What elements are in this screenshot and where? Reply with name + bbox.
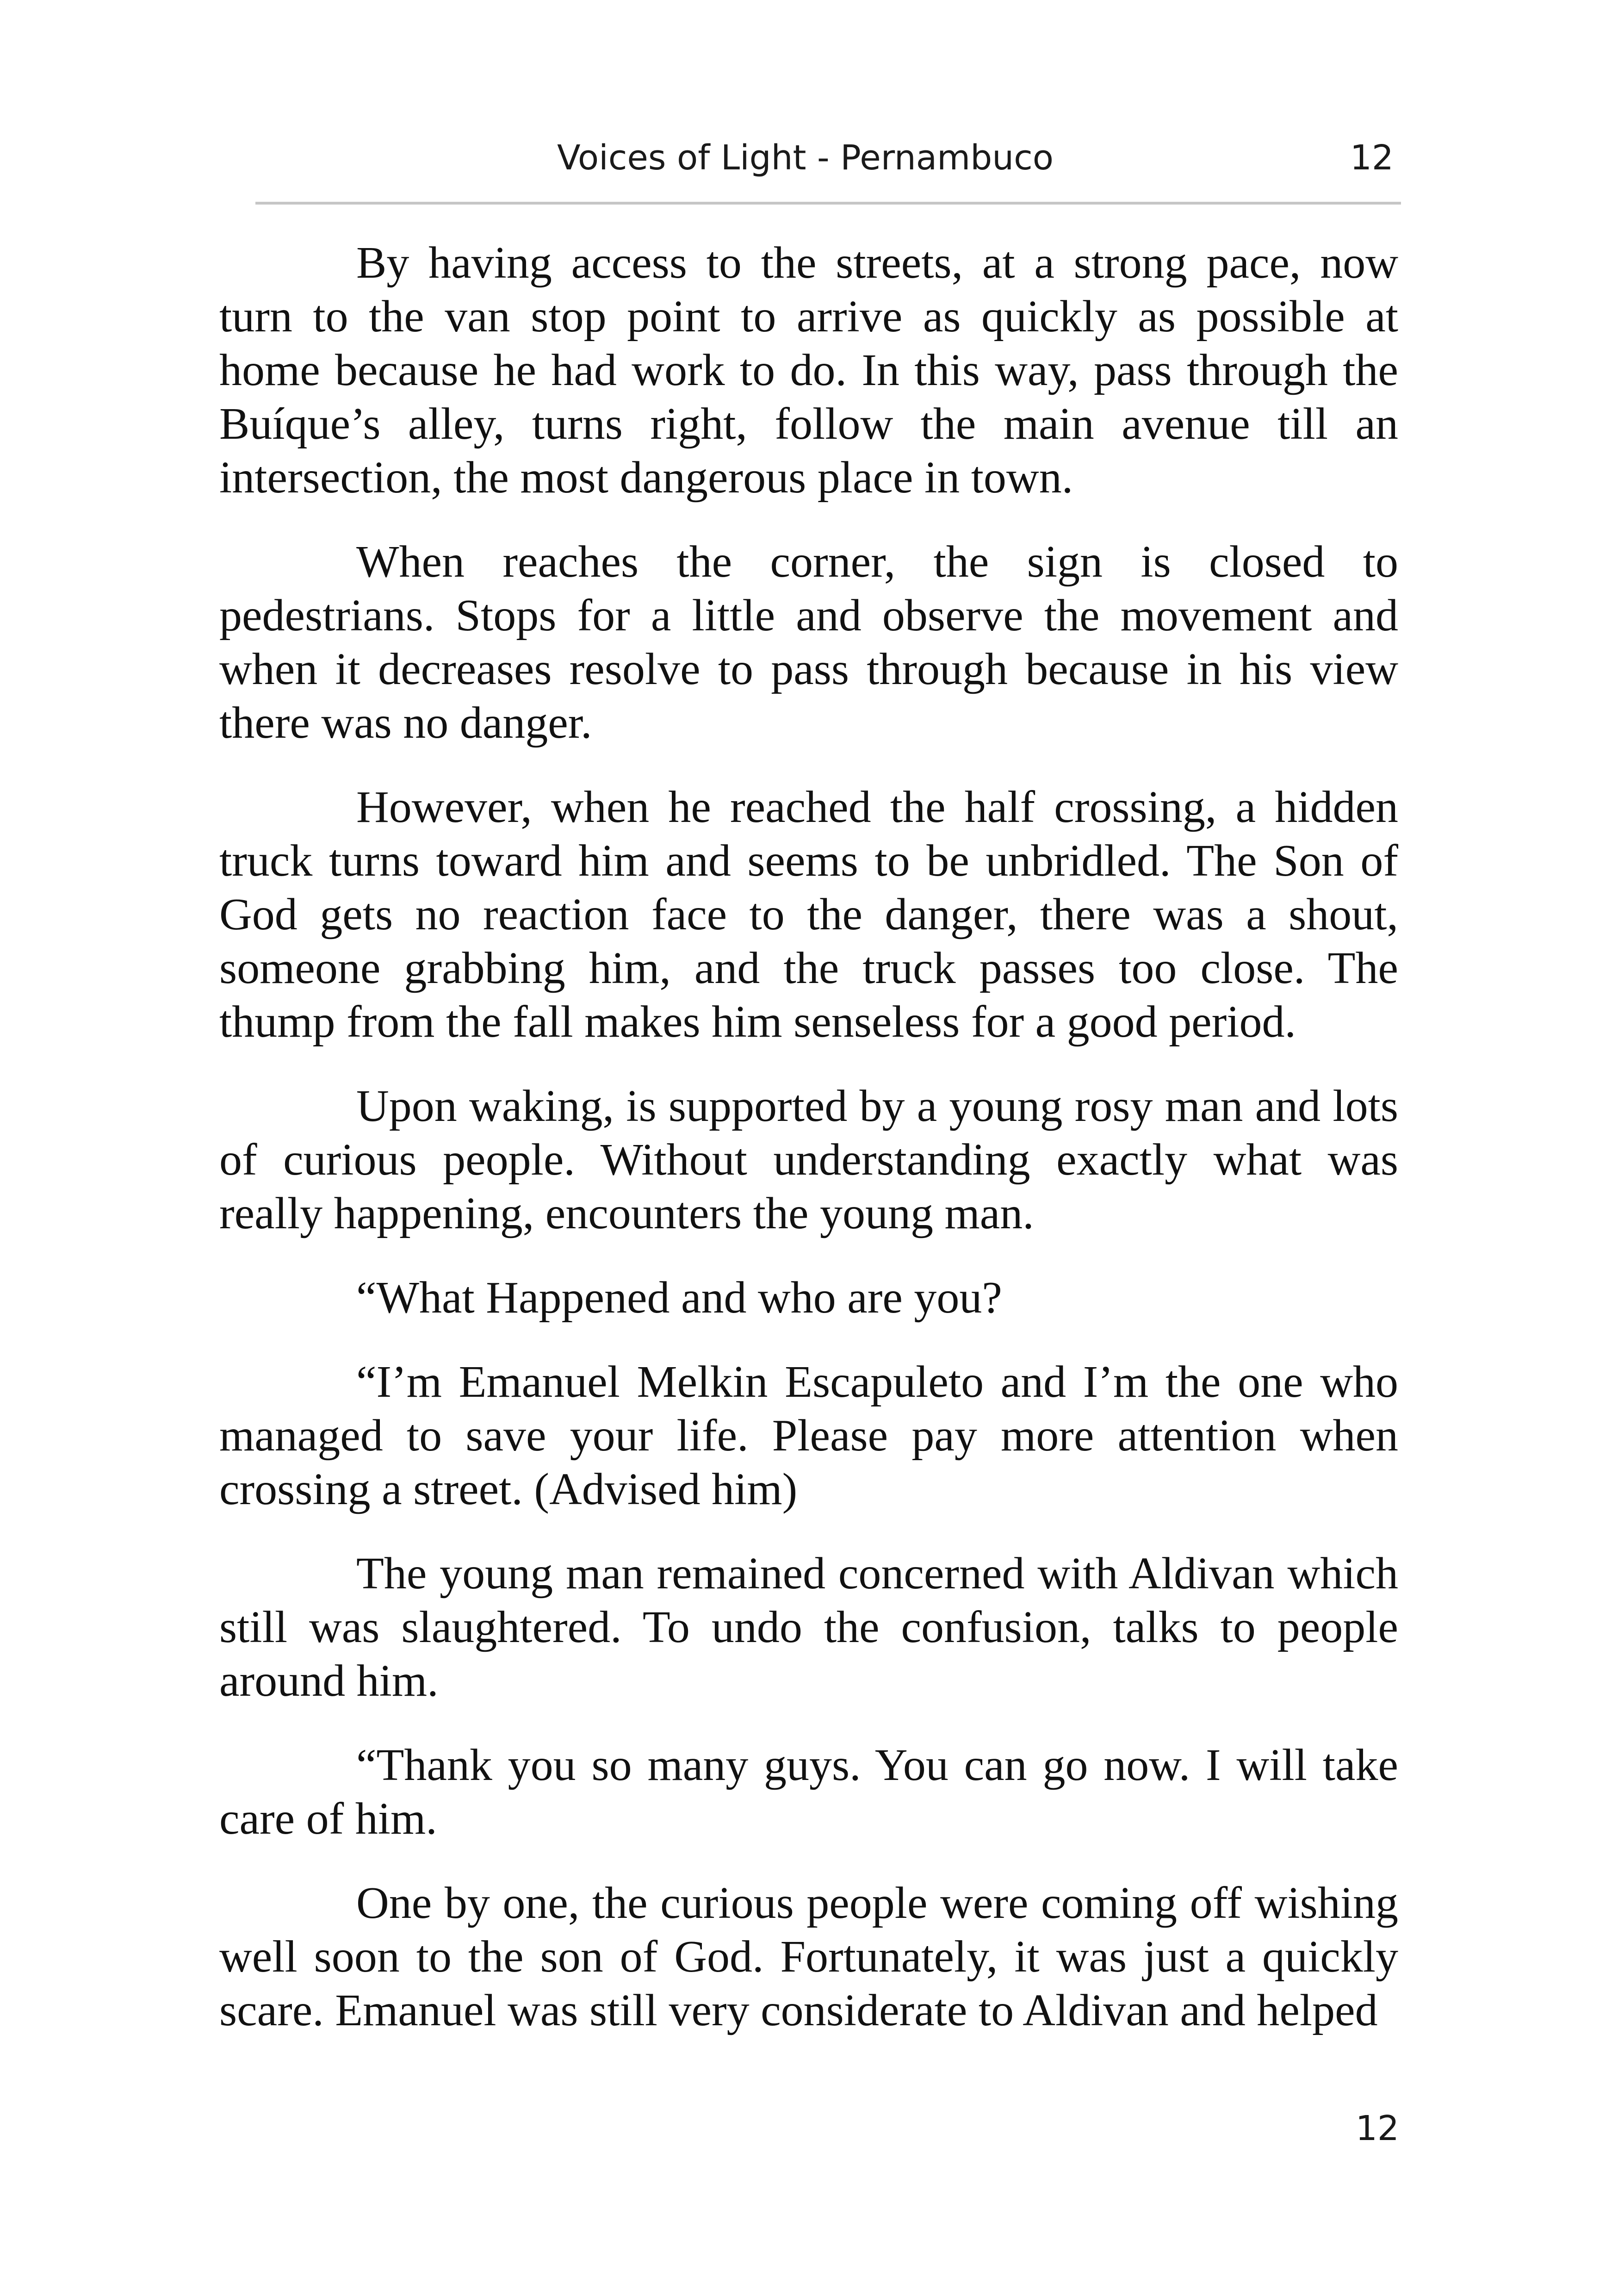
dialogue-line: “What Happened and who are you? [356,1273,1002,1323]
paragraph: By having access to the streets, at a strong pace, now turn to the van stop point to arrive as quickly as possible at home because he had work to do. In this way, pass through the Buíque’s alley, turns right, follow the main avenue till an intersection, the most dangerous place in town. [219,238,1398,503]
paragraph: However, when he reached the half crossing, a hidden truck turns toward him and seems to be unbridled. The Son of God gets no reaction face to the danger, there was a shout, someone grabbing him, and the truck passes too close. The thump from the fall makes him senseless for a good period. [219,782,1398,1047]
dialogue-line: “Thank you so many guys. You can go now. I will take care of him. [219,1740,1398,1844]
dialogue-line: “I’m Emanuel Melkin Escapuleto and I’m the one who managed to save your life. Please pay more attention when crossing a street. (Advised him) [219,1357,1398,1514]
body-text [219,236,1398,2068]
page-header [255,131,1401,205]
running-title: Voices of Light - Pernambuco [557,138,1054,178]
paragraph: The young man remained concerned with Aldivan which still was slaughtered. To undo the confusion, talks to people around him. [219,1549,1398,1706]
header-page-number: 12 [1350,138,1394,178]
paragraph: Upon waking, is supported by a young rosy man and lots of curious people. Without understanding exactly what was really happening, encounters the young man. [219,1081,1398,1238]
paragraph: When reaches the corner, the sign is closed to pedestrians. Stops for a little and observe the movement and when it decreases resolve to pass through because in his view there was no danger. [219,537,1398,748]
paragraph: One by one, the curious people were coming off wishing well soon to the son of God. Fortunately, it was just a quickly scare. Emanuel was still very considerate to Aldivan and helped [219,1878,1398,2035]
footer-page-number: 12 [1355,2109,1399,2148]
